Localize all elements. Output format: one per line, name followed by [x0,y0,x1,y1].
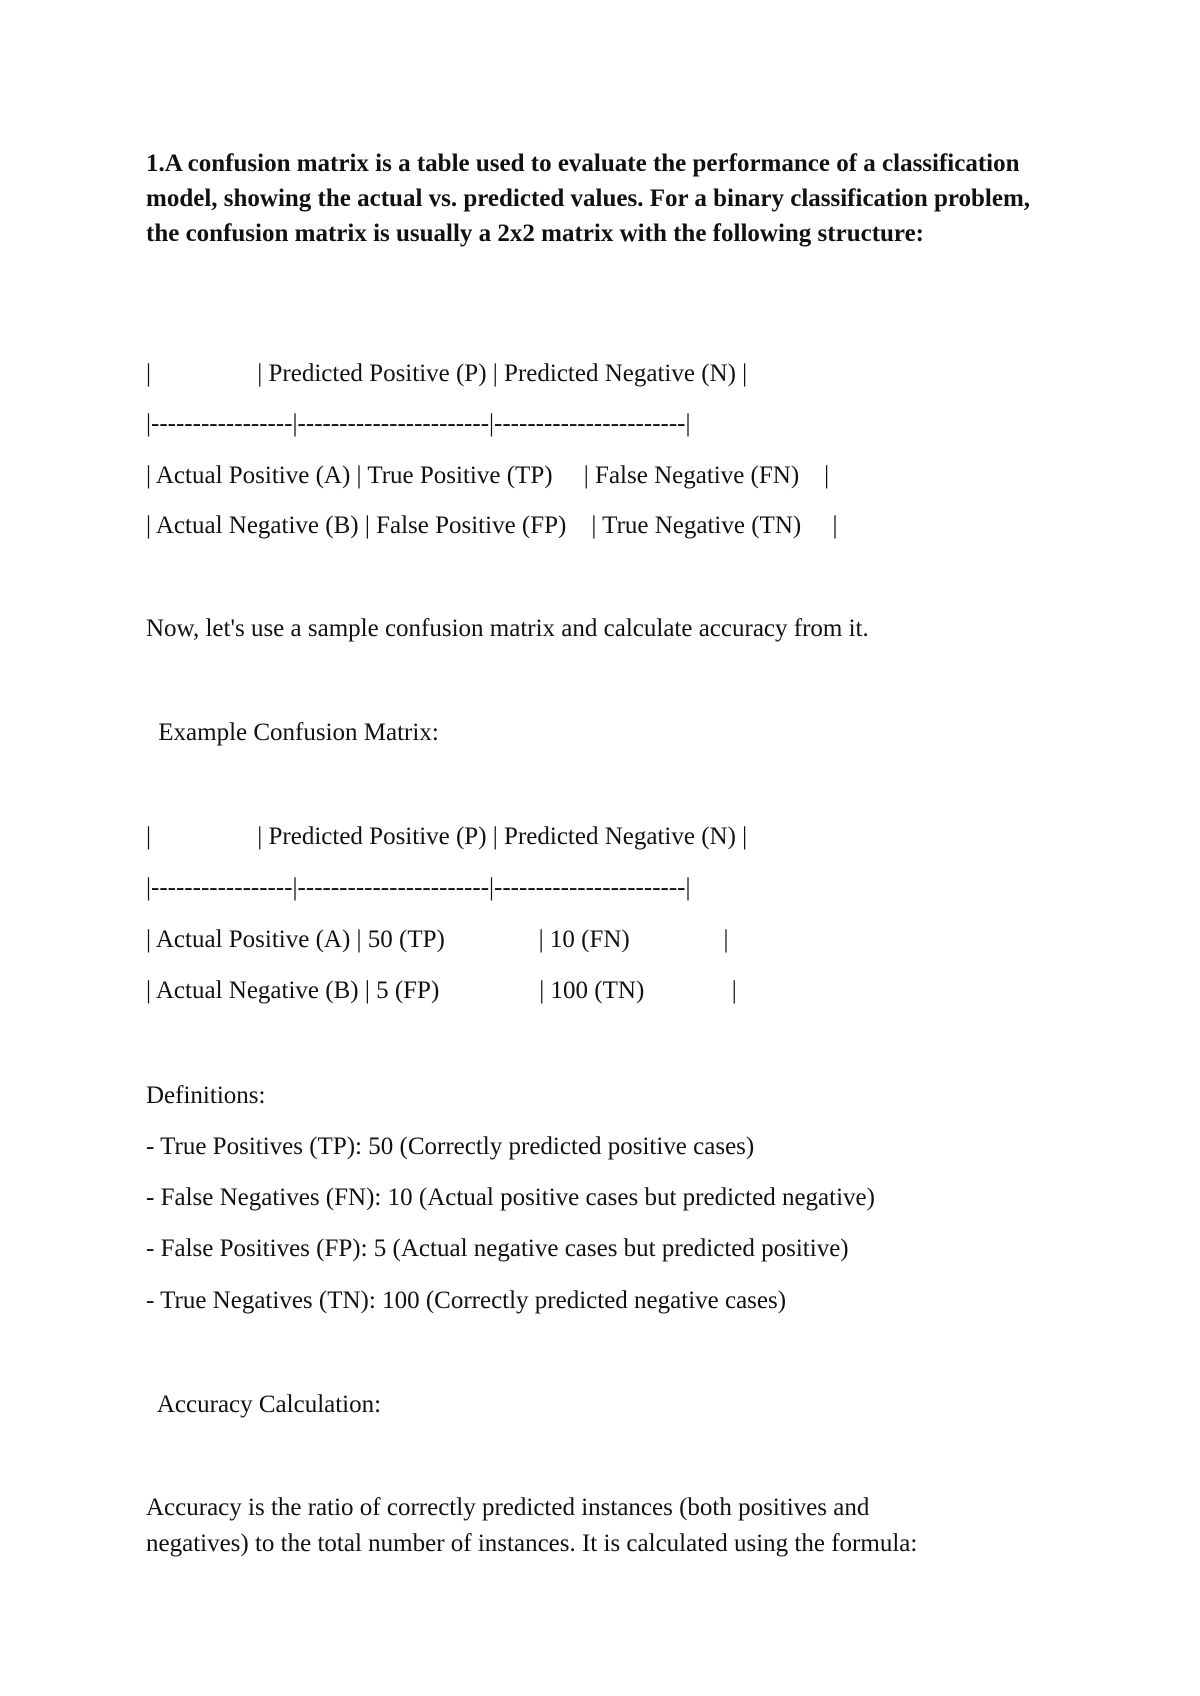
definition-false-positives: - False Positives (FP): 5 (Actual negative cases but predicted positive) [146,1235,849,1262]
example-table-row-actual-negative: | Actual Negative (B) | 5 (FP) | 100 (TN) | [146,977,737,1004]
example-table-header: | | Predicted Positive (P) | Predicted Negative (N) | [146,823,748,850]
intro-paragraph: 1.A confusion matrix is a table used to evaluate the performance of a classification model, showing the actual vs. predicted values. For a binary classification problem, the confusion matrix is usually a 2x2 matrix with the following structure: [146,150,1031,247]
example-table-row-actual-positive: | Actual Positive (A) | 50 (TP) | 10 (FN) | [146,926,729,953]
definition-false-negatives: - False Negatives (FN): 10 (Actual positive cases but predicted negative) [146,1184,875,1211]
definition-true-negatives: - True Negatives (TN): 100 (Correctly predicted negative cases) [146,1287,787,1314]
example-heading: Example Confusion Matrix: [152,719,439,746]
structure-table-row-actual-negative: | Actual Negative (B) | False Positive (FP) | True Negative (TN) | [146,512,838,539]
structure-table-row-actual-positive: | Actual Positive (A) | True Positive (TP) | False Negative (FN) | [146,462,830,489]
accuracy-description-line-2: negatives) to the total number of instances. It is calculated using the formula: [146,1530,918,1557]
definitions-heading: Definitions: [146,1082,266,1109]
transition-text: Now, let's use a sample confusion matrix and calculate accuracy from it. [146,615,869,642]
structure-table-separator: |-----------------|-----------------------|-----------------------| [146,410,691,437]
structure-table-header: | | Predicted Positive (P) | Predicted Negative (N) | [146,360,748,387]
accuracy-heading: Accuracy Calculation: [152,1391,382,1418]
accuracy-description-line-1: Accuracy is the ratio of correctly predicted instances (both positives and [146,1494,870,1521]
example-table-separator: |-----------------|-----------------------|-----------------------| [146,874,691,901]
definition-true-positives: - True Positives (TP): 50 (Correctly predicted positive cases) [146,1133,755,1160]
